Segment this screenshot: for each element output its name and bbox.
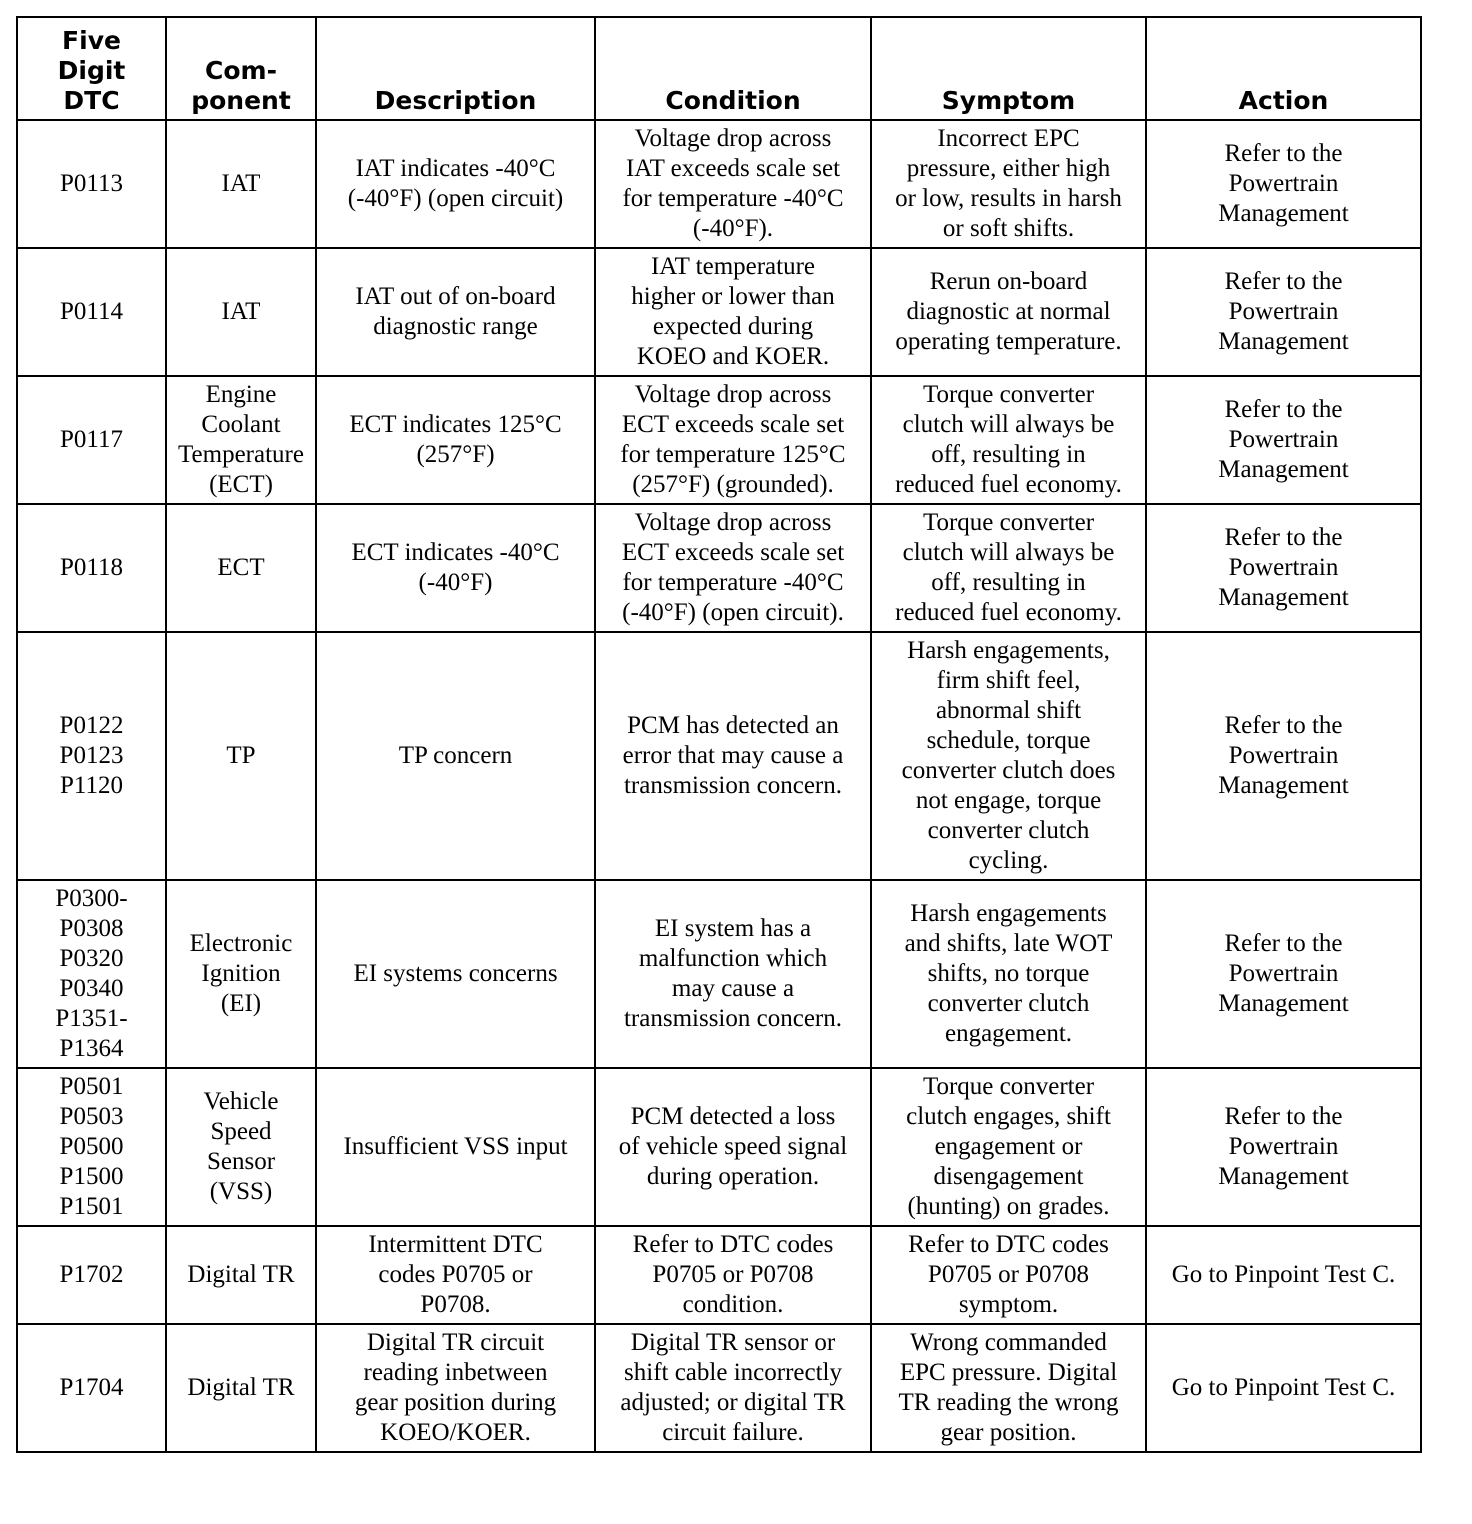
table-row [17, 1226, 1421, 1324]
table-row [17, 632, 1421, 880]
cell-condition: IAT temperature higher or lower than expected during KOEO and KOER. [595, 248, 871, 376]
cell-symptom: Torque converter clutch will always be off, resulting in reduced fuel economy. [871, 504, 1146, 632]
table-body [17, 120, 1421, 1452]
cell-action: Refer to the Powertrain Management [1146, 504, 1421, 632]
cell-component: Engine Coolant Temperature (ECT) [166, 376, 316, 504]
cell-condition: Voltage drop across IAT exceeds scale set for temperature -40°C (-40°F). [595, 120, 871, 248]
cell-description: IAT indicates -40°C (-40°F) (open circuit) [316, 120, 595, 248]
cell-component: ECT [166, 504, 316, 632]
cell-condition: Voltage drop across ECT exceeds scale set for temperature 125°C (257°F) (grounded). [595, 376, 871, 504]
header-row [17, 17, 1421, 120]
table-row [17, 880, 1421, 1068]
table-row [17, 248, 1421, 376]
header-condition [595, 17, 871, 120]
cell-condition: Digital TR sensor or shift cable incorrectly adjusted; or digital TR circuit failure. [595, 1324, 871, 1452]
cell-condition: EI system has a malfunction which may cause a transmission concern. [595, 880, 871, 1068]
header-description-label: Description [374, 86, 537, 115]
cell-component: Digital TR [166, 1226, 316, 1324]
cell-condition: Voltage drop across ECT exceeds scale set for temperature -40°C (-40°F) (open circuit). [595, 504, 871, 632]
table-row [17, 504, 1421, 632]
cell-condition: Refer to DTC codes P0705 or P0708 condition. [595, 1226, 871, 1324]
cell-symptom: Incorrect EPC pressure, either high or low, results in harsh or soft shifts. [871, 120, 1146, 248]
cell-dtc: P0501 P0503 P0500 P1500 P1501 [17, 1068, 166, 1226]
cell-symptom: Torque converter clutch will always be off, resulting in reduced fuel economy. [871, 376, 1146, 504]
cell-symptom: Harsh engagements, firm shift feel, abnormal shift schedule, torque converter clutch does not engage, torque converter clutch cycling. [871, 632, 1146, 880]
cell-description: EI systems concerns [316, 880, 595, 1068]
cell-dtc: P0118 [17, 504, 166, 632]
table-row [17, 1068, 1421, 1226]
cell-action: Refer to the Powertrain Management [1146, 376, 1421, 504]
cell-description: Digital TR circuit reading inbetween gear position during KOEO/KOER. [316, 1324, 595, 1452]
cell-dtc: P0122 P0123 P1120 [17, 632, 166, 880]
cell-action: Refer to the Powertrain Management [1146, 880, 1421, 1068]
cell-description: ECT indicates 125°C (257°F) [316, 376, 595, 504]
header-condition-label: Condition [665, 86, 801, 115]
cell-dtc: P0113 [17, 120, 166, 248]
cell-symptom: Harsh engagements and shifts, late WOT shifts, no torque converter clutch engagement. [871, 880, 1146, 1068]
cell-action: Refer to the Powertrain Management [1146, 248, 1421, 376]
cell-component: IAT [166, 248, 316, 376]
cell-component: Vehicle Speed Sensor (VSS) [166, 1068, 316, 1226]
cell-description: ECT indicates -40°C (-40°F) [316, 504, 595, 632]
cell-action: Go to Pinpoint Test C. [1146, 1226, 1421, 1324]
header-component [166, 17, 316, 120]
cell-dtc: P1704 [17, 1324, 166, 1452]
header-description [316, 17, 595, 120]
cell-action: Go to Pinpoint Test C. [1146, 1324, 1421, 1452]
cell-description: Intermittent DTC codes P0705 or P0708. [316, 1226, 595, 1324]
cell-description: IAT out of on-board diagnostic range [316, 248, 595, 376]
cell-action: Refer to the Powertrain Management [1146, 632, 1421, 880]
cell-component: TP [166, 632, 316, 880]
table-row [17, 120, 1421, 248]
cell-description: Insufficient VSS input [316, 1068, 595, 1226]
header-action [1146, 17, 1421, 120]
cell-symptom: Wrong commanded EPC pressure. Digital TR reading the wrong gear position. [871, 1324, 1146, 1452]
header-symptom-label: Symptom [941, 86, 1076, 115]
header-dtc-label: Five Digit DTC [57, 26, 126, 115]
cell-component: Electronic Ignition (EI) [166, 880, 316, 1068]
header-symptom [871, 17, 1146, 120]
cell-condition: PCM detected a loss of vehicle speed signal during operation. [595, 1068, 871, 1226]
table-row [17, 376, 1421, 504]
header-action-label: Action [1238, 86, 1329, 115]
cell-dtc: P0117 [17, 376, 166, 504]
cell-condition: PCM has detected an error that may cause a transmission concern. [595, 632, 871, 880]
cell-dtc: P1702 [17, 1226, 166, 1324]
table-row [17, 1324, 1421, 1452]
cell-symptom: Refer to DTC codes P0705 or P0708 symptom. [871, 1226, 1146, 1324]
cell-component: IAT [166, 120, 316, 248]
cell-description: TP concern [316, 632, 595, 880]
table-header [17, 17, 1421, 120]
cell-dtc: P0114 [17, 248, 166, 376]
cell-symptom: Torque converter clutch engages, shift engagement or disengagement (hunting) on grades. [871, 1068, 1146, 1226]
cell-dtc: P0300- P0308 P0320 P0340 P1351- P1364 [17, 880, 166, 1068]
header-dtc [17, 17, 166, 120]
cell-symptom: Rerun on-board diagnostic at normal operating temperature. [871, 248, 1146, 376]
cell-component: Digital TR [166, 1324, 316, 1452]
dtc-table [16, 16, 1422, 1453]
cell-action: Refer to the Powertrain Management [1146, 1068, 1421, 1226]
header-component-label: Com- ponent [191, 56, 291, 115]
cell-action: Refer to the Powertrain Management [1146, 120, 1421, 248]
